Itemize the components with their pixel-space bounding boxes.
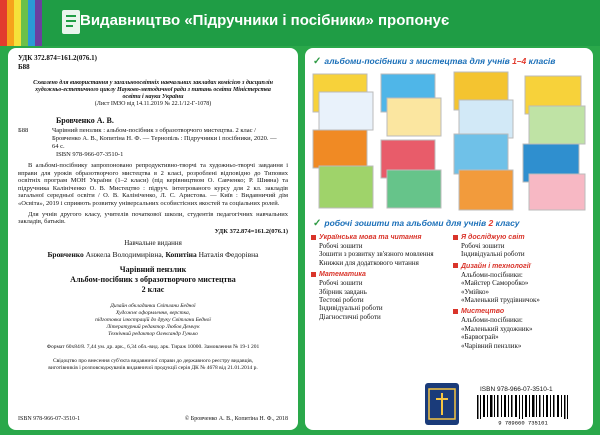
subjects-column-left [311, 234, 446, 325]
license-line-1: Свідоцтво про внесення суб'єкта видавничої справи до державного реєстру видавців, [52, 357, 254, 364]
list-item: «Маленький трудівничок» [461, 296, 540, 305]
author-surname-2: Копитіна [165, 249, 197, 259]
bibliographic-record [18, 127, 288, 151]
album-covers-collage [309, 70, 589, 215]
bullet-square-icon [453, 263, 458, 268]
credits [18, 303, 288, 338]
edition-type: Навчальне видання [124, 238, 182, 247]
bbk-code: Б88 [18, 63, 30, 71]
list-item: Індивідуальні роботи [319, 304, 383, 313]
list-item: Альбоми-посібники: [461, 316, 523, 325]
publisher-title: Видавництво «Підручники і посібники» пропонує [80, 12, 450, 29]
print-format: Формат 60х84/8. 7,44 ум. др. арк., 6,34 обл.-вид. арк. Тираж 10000. Замовлення № 19-1 201 [46, 343, 260, 350]
album-cover [454, 134, 508, 174]
list-item: Збірник завдань [319, 287, 367, 296]
publisher-logo-icon [60, 8, 82, 36]
publisher-header [0, 0, 600, 46]
subject-ukrainian: Українська мова та читання Робочі зошити Зошити з розвитку зв'язного мовлення Книжки для додаткового читання [311, 234, 446, 267]
book-grade: 2 клас [141, 284, 165, 294]
album-cover [319, 92, 373, 130]
biblio-text: Чарівний пензлик : альбом-посібник з образотворчого мистецтва. 2 клас / Бровченко А. В., Копитіна Н. Ф. — Тернопіль : Підручники і посібники, 2020. — 64 с. [52, 127, 277, 150]
list-item: Книжки для додаткового читання [319, 258, 419, 267]
subject-math: Математика Робочі зошити Збірник завдань Тестові роботи Індивідуальні роботи Діагностичні роботи [311, 271, 446, 321]
barcode-icon [473, 395, 578, 425]
credit-cover: Дизайн обкладинки Світлани Бедної [110, 302, 196, 309]
album-cover [319, 166, 373, 208]
book-title [18, 265, 288, 295]
subjects-list [311, 234, 589, 384]
credit-editor: Літературний редактор Любов Демчук [106, 323, 200, 330]
album-cover [459, 170, 513, 210]
biblio-code: Б88 [18, 127, 29, 134]
album-cover [459, 100, 513, 138]
workbooks-grade: 2 [488, 218, 494, 228]
approval-letter: (Лист ІМЗО від 14.11.2019 № 22.1/12-Г-1078) [94, 101, 212, 107]
footer-copyright: © Бровченко А. В., Копитіна Н. Ф., 2018 [184, 416, 288, 422]
isbn-right: ISBN 978-966-07-3510-1 [480, 386, 553, 393]
check-icon: ✓ [313, 56, 322, 67]
bullet-square-icon [311, 272, 316, 277]
list-item: «Маленький художник» [461, 324, 533, 333]
subjects-column-right [453, 234, 588, 354]
license [18, 358, 288, 372]
list-item: «Умійко» [461, 287, 490, 296]
author-surname-1: Бровченко [47, 249, 84, 259]
publisher-emblem-icon [425, 383, 459, 425]
author-given-2: Наталія Федорівна [198, 249, 259, 259]
list-item: Робочі зошити [461, 242, 505, 250]
author-name: Бровченко А. В. [56, 116, 114, 125]
catalog-sheet [305, 48, 593, 430]
annotation-audience: Для учнів другого класу, учителів початкової школи, студентів педагогічних навчальних закладів, батьків. [18, 210, 288, 226]
author-given-1: Анжела Володимирівна, [85, 249, 164, 259]
license-line-2: виготівників і розповсюджувачів видавничої продукції серія ДК № 4678 від 21.01.2014 р. [48, 364, 258, 371]
album-cover [387, 98, 441, 136]
book-title-sub: Альбом-посібник з образотворчого мистецтва [70, 274, 236, 284]
color-stripes [0, 0, 60, 46]
authors-full [18, 250, 288, 259]
list-item: Тестові роботи [319, 296, 364, 305]
bullet-square-icon [311, 235, 316, 240]
bullet-square-icon [453, 309, 458, 314]
annotation-main: В альбомі-посібнику запропоновано репродуктивно-творчі та художньо-творчі завдання і вправи для уроків образотворчого мистецтва в 2 класі, розроблені відповідно до Типових освітніх програм МОН України (1–2 класи) (під керівництвом О. Савченко; Р. Шияна) та підручника Калініченко О. В. Мистецтво : підруч. інтегрованого курсу для 2 кл. закладів загальної середньої освіти / О. В. Калініченко, Л. С. Аристова. — Київ : Видавничий дім «Освіта», 2019 і сприяють розвитку універсальних особистісних якостей та соціальних ролей. [18, 162, 288, 207]
album-cover [387, 170, 441, 208]
approval-text: Схвалено для використання у загальноосвітніх навчальних закладах комісією з дисциплін художньо-естетичного циклу Науково-методичної ради з питань освіти Міністерства освіти і науки України [33, 80, 273, 100]
udk-code-right: УДК 372.874=161.2(076.1) [214, 227, 288, 235]
album-cover [529, 174, 585, 210]
album-cover [313, 130, 367, 168]
list-item: Альбоми-посібники: [461, 270, 523, 279]
credit-illustrations: підготовка ілюстрацій до друку Світлани Бедної [95, 316, 211, 323]
credit-design: Художнє оформлення, верстка, [115, 309, 191, 316]
list-item: «Чарівний пензлик» [461, 341, 522, 350]
list-item: «Майстер Саморобко» [461, 279, 529, 288]
bullet-square-icon [453, 235, 458, 240]
credit-tech-editor: Технічний редактор Олександр Гунько [108, 330, 198, 337]
list-item: Діагностичні роботи [319, 312, 381, 321]
list-item: Робочі зошити [319, 242, 363, 250]
subject-art: Мистецтво Альбоми-посібники: «Маленький художник» «Барвограй» «Чарівний пензлик» [453, 308, 588, 350]
list-item: Робочі зошити [319, 279, 363, 288]
albums-grades: 1–4 [512, 56, 527, 66]
subject-world: Я досліджую світ Робочі зошити Індивідуальні роботи [453, 234, 588, 259]
udk-code: УДК 372.874=161.2(076.1) [18, 54, 97, 62]
album-cover [529, 106, 585, 144]
imprint-sheet [8, 48, 298, 430]
subject-design: Дизайн і технології Альбоми-посібники: «Майстер Саморобко» «Умійко» «Маленький трудівничок» [453, 263, 588, 305]
footer-isbn: ISBN 978-966-07-3510-1 [18, 416, 81, 422]
workbooks-heading: ✓ робочі зошити та альбоми для учнів 2 класу [313, 218, 520, 229]
check-icon: ✓ [313, 218, 322, 229]
albums-heading: ✓ альбоми-посібники з мистецтва для учнів 1–4 класів [313, 56, 556, 67]
book-title-main: Чарівний пензлик [119, 264, 187, 274]
list-item: «Барвограй» [461, 333, 499, 342]
barcode-digits: 9 789660 735101 [498, 419, 548, 425]
list-item: Індивідуальні роботи [461, 250, 525, 259]
list-item: Зошити з розвитку зв'язного мовлення [319, 250, 434, 259]
isbn-line: ISBN 978-966-07-3510-1 [56, 151, 124, 158]
